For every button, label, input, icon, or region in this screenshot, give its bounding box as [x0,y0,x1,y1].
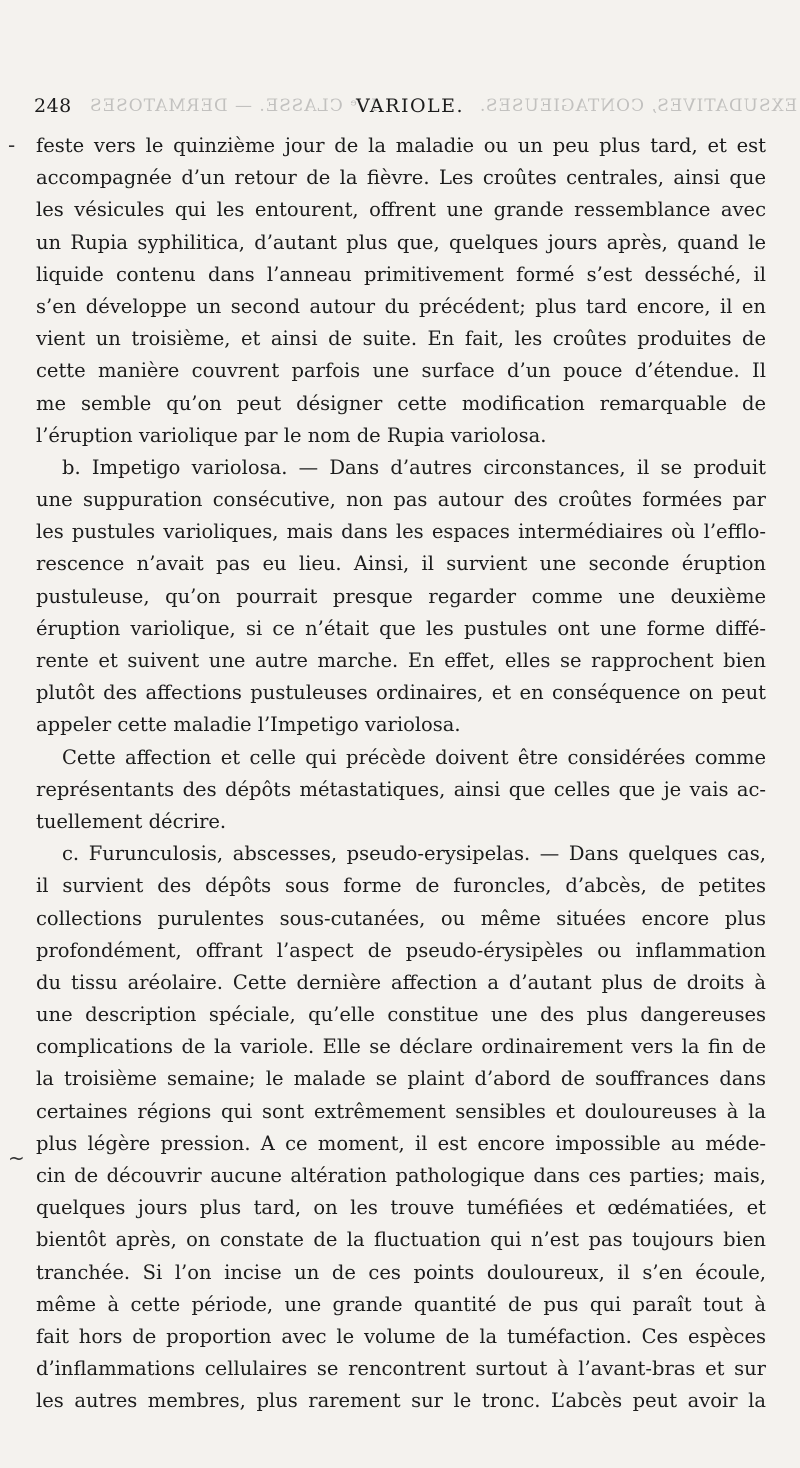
text-line: rente et suivent une autre marche. En effet, elles se rapprochent bien [36,649,766,672]
text-line: les pustules varioliques, mais dans les espaces intermédiaires où l’efflo- [36,520,766,544]
margin-mark: - [8,133,16,157]
text-line: complications de la variole. Elle se déclare ordinairement vers la fin de [36,1035,766,1059]
text-line: éruption variolique, si ce n’était que les pustules ont une forme diffé- [36,616,766,640]
text-line: tranchée. Si l’on incise un de ces points douloureux, il s’en écoule, [36,1260,766,1284]
bleed-through-text-right: EXSUDATIVES, CONTAGIEUSES. [479,96,798,116]
text-line: c. Furunculosis, abscesses, pseudo-erysipelas. — Dans quelques cas, [62,842,766,866]
text-line: un Rupia syphilitica, d’autant plus que, quelques jours après, quand le [36,230,766,254]
text-line: cette manière couvrent parfois une surface d’un pouce d’étendue. Il [36,359,766,383]
text-line: appeler cette maladie l’Impetigo variolosa. [36,713,461,737]
text-line: une description spéciale, qu’elle constitue une des plus dangereuses [36,1003,766,1027]
page-header [34,95,798,123]
text-line: plutôt des affections pustuleuses ordinaires, et en conséquence on peut [36,681,766,705]
text-line: rescence n’avait pas eu lieu. Ainsi, il survient une seconde éruption [36,552,766,576]
text-line: représentants des dépôts métastatiques, ainsi que celles que je vais ac- [36,777,766,801]
text-line: il survient des dépôts sous forme de furoncles, d’abcès, de petites [36,874,766,898]
text-line: me semble qu’on peut désigner cette modification remarquable de [36,391,766,415]
text-line: s’en développe un second autour du précédent; plus tard encore, il en [36,294,766,318]
running-title: VARIOLE. [356,95,465,117]
text-line: une suppuration consécutive, non pas autour des croûtes formées par [36,488,766,512]
text-line: plus légère pression. A ce moment, il est encore impossible au méde- [36,1131,766,1155]
text-line: tuellement décrire. [36,809,227,833]
bleed-through-text-left: IVᵉ CLASSE. — DERMATOSES [89,96,378,116]
margin-mark: ~ [8,1146,25,1170]
page-number: 248 [34,95,72,117]
text-line: bientôt après, on constate de la fluctuation qui n’est pas toujours bien [36,1228,766,1252]
text-line: les autres membres, plus rarement sur le tronc. L’abcès peut avoir la [36,1389,766,1413]
text-line: les vésicules qui les entourent, offrent une grande ressemblance avec [36,198,766,222]
text-line: cin de découvrir aucune altération pathologique dans ces parties; mais, [36,1164,766,1187]
text-line: fait hors de proportion avec le volume de la tuméfaction. Ces espèces [36,1324,766,1348]
text-line: accompagnée d’un retour de la fièvre. Les croûtes centrales, ainsi que [36,166,766,190]
text-line: l’éruption variolique par le nom de Rupia variolosa. [36,423,547,447]
text-line: même à cette période, une grande quantité de pus qui paraît tout à [36,1292,766,1316]
text-line: du tissu aréolaire. Cette dernière affection a d’autant plus de droits à [36,970,766,994]
text-line: profondément, offrant l’aspect de pseudo-érysipèles ou inflammation [36,938,766,962]
text-line: d’inflammations cellulaires se rencontrent surtout à l’avant-bras et sur [36,1357,766,1381]
text-line: vient un troisième, et ainsi de suite. En fait, les croûtes produites de [36,327,766,351]
text-line: Cette affection et celle qui précède doivent être considérées comme [62,745,766,769]
text-line: liquide contenu dans l’anneau primitivement formé s’est desséché, il [36,262,766,286]
text-line: quelques jours plus tard, on les trouve tuméfiées et œdématiées, et [36,1196,766,1220]
text-line: certaines régions qui sont extrêmement sensibles et douloureuses à la [36,1099,766,1123]
text-line: collections purulentes sous-cutanées, ou même situées encore plus [36,906,766,930]
text-line: feste vers le quinzième jour de la maladie ou un peu plus tard, et est [36,134,766,157]
text-line: b. Impetigo variolosa. — Dans d’autres circonstances, il se produit [62,455,766,479]
text-line: la troisième semaine; le malade se plaint d’abord de souffrances dans [36,1067,766,1091]
body-text [36,130,766,1418]
text-line: pustuleuse, qu’on pourrait presque regarder comme une deuxième [36,584,766,608]
